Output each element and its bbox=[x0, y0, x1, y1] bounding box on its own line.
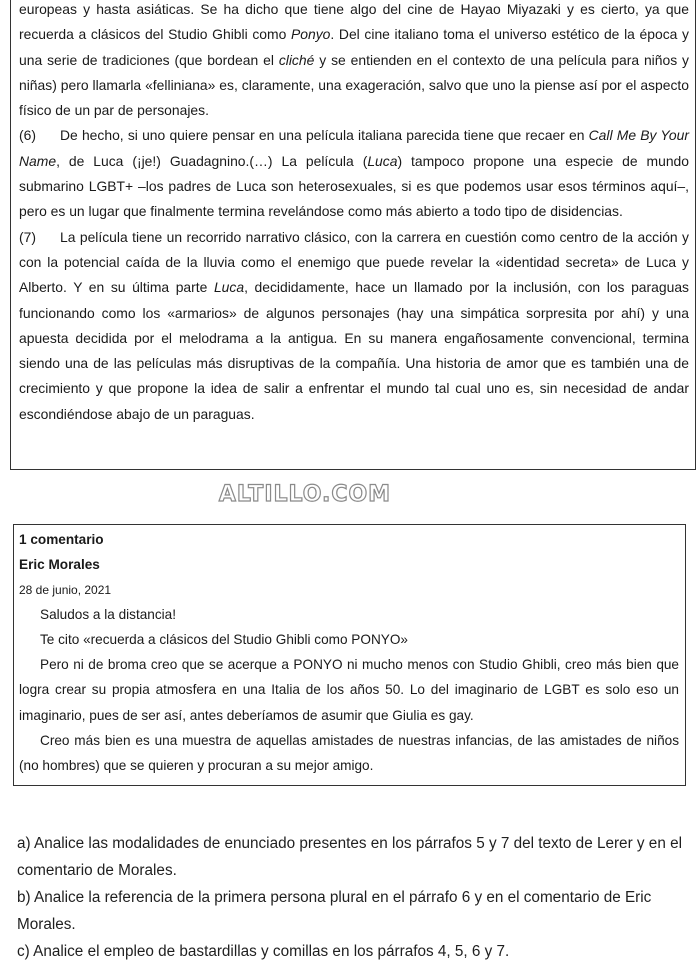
question-c: c) Analice el empleo de bastardillas y comillas en los párrafos 4, 5, 6 y 7. bbox=[17, 943, 510, 960]
comment-count-header: 1 comentario bbox=[19, 532, 104, 547]
paragraph-7: (7) La película tiene un recorrido narrativo clásico, con la carrera en cuestión como centro de la acción y con la potencial caída de la lluvia como el enemigo que puede revelar la «identidad secreta» de Luca y Alberto. Y en su última parte Luca, decididamente, hace un llamado por la inclusión, con los paraguas funcionando como los «armarios» de algunos personajes (hay una simpática sorpresita por ahí) y una apuesta decidida por el melodrama a la antigua. En su manera engañosamente convencional, termina siendo una de las películas más disruptivas de la compañía. Una historia de amor que es también una de crecimiento y que propone la idea de salir a enfrentar el mundo tal cual uno es, sin necesidad de andar escondiéndose abajo de un paraguas. bbox=[19, 225, 689, 427]
comment-body-1: Pero ni de broma creo que se acerque a PONYO ni mucho menos con Studio Ghibli, creo más bien que logra crear su propia atmosfera en una Italia de los años 50. Lo del imaginario de LGBT es solo eso un imaginario, pues de ser así, antes deberíamos de asumir que Giulia es gay. bbox=[19, 657, 679, 723]
paragraph-number: (7) bbox=[19, 228, 36, 245]
questions-list bbox=[17, 830, 695, 965]
italic-ponyo: Ponyo bbox=[291, 26, 331, 43]
comment-date: 28 de junio, 2021 bbox=[19, 582, 112, 597]
altillo-watermark: ALTILLO.COM bbox=[218, 482, 392, 507]
comment-author: Eric Morales bbox=[19, 557, 100, 573]
question-b: b) Analice la referencia de la primera persona plural en el párrafo 6 y en el comentario de Eric Morales. bbox=[17, 889, 652, 933]
comment-box bbox=[13, 524, 686, 786]
question-a: a) Analice las modalidades de enunciado presentes en los párrafos 5 y 7 del texto de Lerer y en el comentario de Morales. bbox=[17, 835, 682, 879]
italic-luca: Luca bbox=[213, 279, 245, 296]
italic-call-me-by-your-name: Call Me By Your Name bbox=[19, 127, 689, 169]
paragraph-6: (6) De hecho, si uno quiere pensar en una película italiana parecida tiene que recaer en Call Me By Your Name, de Luca (¡je!) Guadagnino.(…) La película (Luca) tampoco propone una especie de mundo submarino LGBT+ –los padres de Luca son heterosexuales, si es que podemos usar esos términos aquí–, pero es un lugar que finalmente termina revelándose como más abierto a todo tipo de disidencias. bbox=[19, 123, 689, 224]
italic-luca: Luca bbox=[367, 152, 398, 169]
comment-greeting: Saludos a la distancia! bbox=[40, 606, 177, 622]
comment-body-2: Creo más bien es una muestra de aquellas amistades de nuestras infancias, de las amistades de niños (no hombres) que se quieren y procuran a su mejor amigo. bbox=[19, 733, 679, 774]
paragraph-number: (6) bbox=[19, 127, 36, 144]
comment-quote: Te cito «recuerda a clásicos del Studio Ghibli como PONYO» bbox=[40, 631, 408, 647]
article-text-box bbox=[10, 0, 696, 470]
paragraph-5-ending: europeas y hasta asiáticas. Se ha dicho que tiene algo del cine de Hayao Miyazaki y es cierto, ya que recuerda a clásicos del Studio Ghibli como Ponyo. Del cine italiano toma el universo estético de la época y una serie de tradiciones (que bordean el cliché y se entienden en el contexto de una película para niños y niñas) pero llamarla «felliniana» es, claramente, una exageración, salvo que uno la piense así por el aspecto físico de un par de personajes. bbox=[19, 1, 690, 119]
italic-cliche: cliché bbox=[278, 51, 315, 68]
